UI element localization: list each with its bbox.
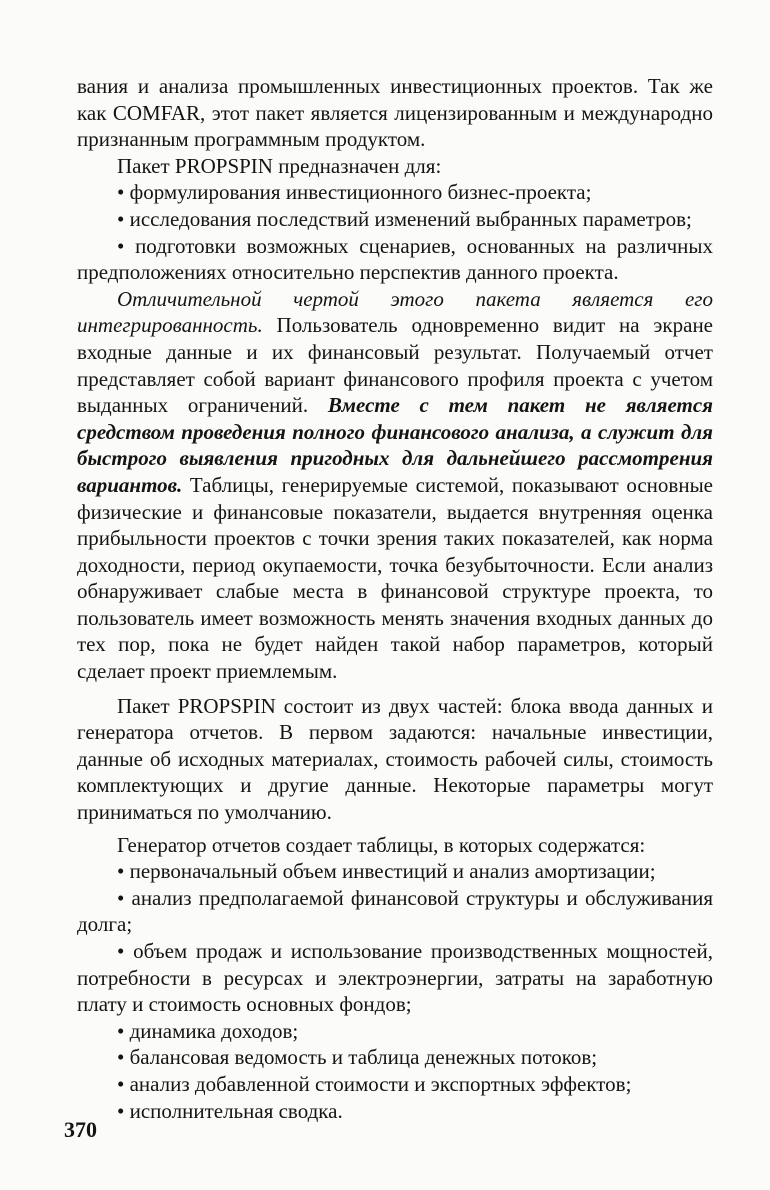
intro-paragraph: вания и анализа промышленных инвестиционных проектов. Так же как COMFAR, этот пакет является лицензированным и международно признанным программным продуктом. [77, 74, 713, 152]
feature-bold-italic-phrase: Вместе с тем пакет не является средством проведения полного финансового анализа, а служит для быстрого выявления пригодных для дальнейшего рассмотрения вариантов. [77, 393, 714, 497]
generator-bullet-7: • исполнительная сводка. [117, 1098, 343, 1123]
generator-lead: Генератор отчетов создает таблицы, в которых содержатся: [117, 832, 646, 857]
purpose-lead: Пакет PROPSPIN предназначен для: [117, 153, 442, 178]
feature-italic-phrase: Отличительной чертой этого пакета является его интегрированность. [77, 286, 713, 338]
generator-bullet-6: • анализ добавленной стоимости и экспортных эффектов; [117, 1071, 632, 1096]
body-text [77, 73, 713, 1124]
feature-text: Пользователь одновременно видит на экране входные данные и их финансовый результат. Получаемый отчет представляет собой вариант финансового профиля проекта с учетом выданных ограничений. [77, 313, 713, 418]
generator-bullet-3: • объем продаж и использование производственных мощностей, потребности в ресурсах и электроэнергии, затраты на заработную плату и стоимость основных фондов; [77, 939, 713, 1017]
generator-bullet-5: • балансовая ведомость и таблица денежных потоков; [117, 1045, 598, 1070]
page-number: 370 [64, 1117, 97, 1142]
feature-paragraph [77, 286, 713, 685]
structure-paragraph: Пакет PROPSPIN состоит из двух частей: блока ввода данных и генератора отчетов. В первом задаются: начальные инвестиции, данные об исходных материалах, стоимость рабочей силы, стоимость комплектующих и другие данные. Некоторые параметры могут приниматься по умолчанию. [77, 693, 713, 825]
feature-text-2: Таблицы, генерируемые системой, показывают основные физические и финансовые показатели, выдается внутренняя оценка прибыльности проектов с точки зрения таких показателей, как норма доходности, период окупаемости, точка безубыточности. Если анализ обнаруживает слабые места в финансовой структуре проекта, то пользователь имеет возможность менять значения входных данных до тех пор, пока не будет найден такой набор параметров, который сделает проект приемлемым. [77, 472, 713, 684]
generator-bullet-2: • анализ предполагаемой финансовой структуры и обслуживания долга; [77, 885, 713, 937]
generator-bullet-4: • динамика доходов; [117, 1018, 299, 1043]
purpose-bullet-3: • подготовки возможных сценариев, основанных на различных предположениях относительно перспектив данного проекта. [77, 233, 713, 285]
purpose-bullet-1: • формулирования инвестиционного бизнес-проекта; [117, 180, 592, 205]
purpose-bullet-2: • исследования последствий изменений выбранных параметров; [117, 206, 692, 231]
generator-bullet-1: • первоначальный объем инвестиций и анализ амортизации; [117, 859, 656, 884]
